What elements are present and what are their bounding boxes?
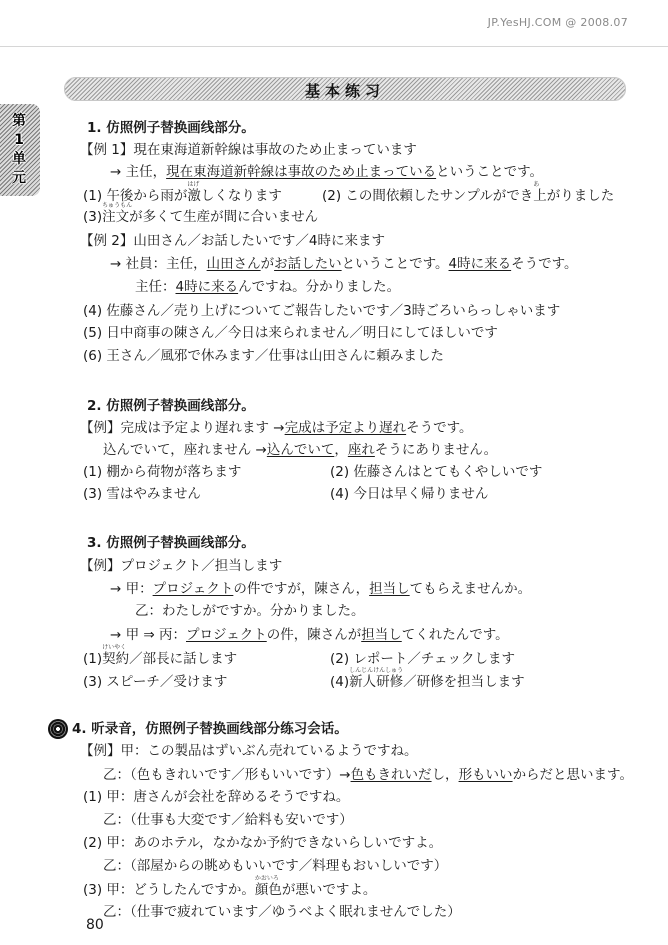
- segment-text: (1) 午後から雨が: [83, 188, 188, 204]
- text-segment: [110, 582, 153, 596]
- segment-text: そうにありません。: [374, 442, 498, 458]
- exercise-line: [80, 559, 282, 573]
- text-segment: [349, 667, 404, 690]
- segment-text: (5) 日中商事の陳さん／今日は来られません／明日にしてほしいです: [83, 325, 498, 341]
- text-segment: [83, 304, 560, 318]
- text-segment: [103, 443, 267, 457]
- exercise-line: [103, 443, 497, 457]
- segment-text: し，: [431, 767, 459, 783]
- text-segment: [261, 257, 275, 271]
- segment-text: ／研修を担当します: [403, 674, 525, 690]
- exercise-line: [110, 628, 509, 642]
- section-heading: [87, 399, 255, 413]
- segment-text: 3. 仿照例子替换画线部分。: [87, 535, 255, 551]
- text-segment: [103, 813, 353, 827]
- exercise-line: [110, 257, 578, 271]
- text-segment: [330, 652, 515, 666]
- segment-text: 乙：（仕事で疲れています／ゆうべよく眠れませんでした）: [103, 904, 461, 920]
- exercise-line: [83, 304, 560, 318]
- underlined-phrase: [166, 165, 436, 179]
- text-segment: [201, 189, 282, 203]
- segment-text: (1) 甲：唐さんが会社を辞めるそうですね。: [83, 789, 350, 805]
- text-segment: [83, 675, 227, 689]
- exercise-line: [110, 165, 543, 179]
- unit-side-tab: [0, 104, 40, 196]
- text-segment: [533, 181, 547, 204]
- text-segment: [87, 536, 255, 550]
- underlined-phrase: [186, 628, 267, 642]
- text-segment: [342, 257, 449, 271]
- text-segment: [402, 628, 509, 642]
- segment-text: (2) この間依頼したサンプルができ: [322, 188, 534, 204]
- segment-text: そうです。: [406, 420, 473, 436]
- text-segment: [110, 165, 166, 179]
- segment-text: そうです。: [511, 256, 578, 272]
- furigana: ちゅうもん: [102, 202, 133, 209]
- segment-text: 4時に来る: [448, 256, 512, 272]
- segment-text: (4): [330, 674, 350, 690]
- text-segment: [80, 559, 282, 573]
- exercise-line: [80, 744, 418, 758]
- underlined-phrase: [274, 257, 342, 271]
- exercise-line: [83, 487, 201, 501]
- segment-text: (2) レポート／チェックします: [330, 651, 516, 667]
- text-segment: [83, 836, 442, 850]
- text-segment: [511, 257, 577, 271]
- text-segment: [83, 189, 187, 203]
- exercise-line: [330, 465, 542, 479]
- text-segment: [80, 234, 385, 248]
- segment-text: 座れ: [347, 442, 375, 458]
- section-heading: [87, 121, 255, 135]
- text-segment: [87, 399, 255, 413]
- segment-text: (4) 今日は早く帰りません: [330, 486, 489, 502]
- audio-disc-icon: [48, 719, 68, 739]
- segment-text: 形もいい: [458, 767, 513, 783]
- segment-text: (2) 佐藤さんはとてもくやしいです: [330, 464, 543, 480]
- underlined-phrase: [285, 421, 407, 435]
- text-segment: [436, 165, 543, 179]
- text-segment: [83, 790, 349, 804]
- segment-text: 1. 仿照例子替换画线部分。: [87, 120, 255, 136]
- exercise-line: [83, 675, 227, 689]
- exercise-line: [135, 604, 365, 618]
- text-segment: [410, 582, 532, 596]
- exercise-line: [80, 143, 417, 157]
- text-segment: [83, 326, 498, 340]
- segment-text: 上: [533, 188, 547, 204]
- segment-text: 4. 听录音，仿照例子替换画线部分练习会话。: [72, 721, 348, 737]
- segment-text: 山田さん: [206, 256, 261, 272]
- text-segment: [406, 421, 472, 435]
- underlined-phrase: [176, 280, 239, 294]
- exercise-line: [83, 181, 282, 204]
- segment-text: が: [260, 256, 275, 272]
- segment-text: お話したい: [274, 256, 342, 272]
- segment-text: → 甲：: [110, 581, 153, 597]
- text-segment: [135, 280, 176, 294]
- segment-text: (2) 甲：あのホテル，なかなか予約できないらしいですよ。: [83, 835, 443, 851]
- segment-text: 色もきれいだ: [350, 767, 432, 783]
- segment-text: (1) 棚から荷物が落ちます: [83, 464, 242, 480]
- segment-text: ，: [334, 442, 348, 458]
- exercise-line: [83, 875, 377, 898]
- text-segment: [135, 604, 365, 618]
- text-segment: [80, 143, 417, 157]
- segment-text: からだと思います。: [512, 767, 633, 783]
- segment-text: 注文: [102, 209, 130, 225]
- text-segment: [80, 421, 285, 435]
- section-heading: [72, 722, 348, 736]
- segment-text: 完成は予定より遅れ: [284, 420, 407, 436]
- exercise-line: [103, 813, 353, 827]
- page-number: 80: [86, 917, 104, 933]
- text-segment: [103, 768, 351, 782]
- segment-text: 激: [187, 188, 201, 204]
- segment-text: 顔色: [254, 882, 282, 898]
- text-segment: [129, 210, 318, 224]
- segment-text: 新人研修: [349, 674, 404, 690]
- segment-text: 【例 2】山田さん／お話したいです／4時に来ます: [80, 233, 385, 249]
- text-segment: [102, 644, 130, 667]
- segment-text: てくれたんです。: [401, 627, 509, 643]
- exercise-line: [322, 181, 615, 204]
- text-segment: [330, 675, 349, 689]
- text-segment: [334, 443, 348, 457]
- segment-text: 担当し: [361, 627, 402, 643]
- text-segment: [432, 768, 459, 782]
- section-heading: [87, 536, 255, 550]
- unit-label: 第1单元: [12, 113, 26, 186]
- banner-title: 基本练习: [304, 82, 386, 100]
- segment-text: (4) 佐藤さん／売り上げについてご報告したいです／3時ごろいらっしゃいます: [83, 303, 561, 319]
- segment-text: が悪いですよ。: [281, 882, 377, 898]
- underlined-phrase: [207, 257, 261, 271]
- underlined-phrase: [267, 443, 335, 457]
- exercise-line: [83, 644, 238, 667]
- text-segment: [110, 628, 186, 642]
- segment-text: (3) 雪はやみません: [83, 486, 201, 502]
- segment-text: → 甲 ⇒ 丙：: [110, 627, 186, 643]
- text-segment: [102, 202, 133, 225]
- segment-text: (3) スピーチ／受けます: [83, 674, 228, 690]
- text-segment: [80, 744, 418, 758]
- exercise-line: [83, 790, 349, 804]
- segment-text: ／部長に話します: [129, 651, 238, 667]
- segment-text: (6) 王さん／風邪で休みます／仕事は山田さんに頼みました: [83, 348, 444, 364]
- exercise-line: [103, 859, 447, 873]
- segment-text: 現在東海道新幹線は事故のため止まっている: [166, 164, 437, 180]
- text-segment: [547, 189, 615, 203]
- text-segment: [103, 859, 447, 873]
- segment-text: ということです。: [341, 256, 449, 272]
- underlined-phrase: [351, 768, 432, 782]
- exercise-line: [103, 905, 461, 919]
- text-segment: [72, 722, 348, 736]
- exercise-line: [135, 280, 400, 294]
- segment-text: 乙：（部屋からの眺めもいいです／料理もおいしいです）: [103, 858, 448, 874]
- underlined-phrase: [459, 768, 513, 782]
- segment-text: 乙：わたしがですか。分かりました。: [135, 603, 365, 619]
- text-segment: [513, 768, 633, 782]
- segment-text: → 主任，: [110, 164, 167, 180]
- furigana: けいやく: [102, 644, 127, 651]
- segment-text: 【例 1】現在東海道新幹線は事故のため止まっています: [80, 142, 417, 158]
- text-segment: [233, 582, 369, 596]
- text-segment: [83, 883, 255, 897]
- segment-text: 契約: [102, 651, 130, 667]
- furigana: はげ: [187, 181, 200, 188]
- segment-text: プロジェクト: [152, 581, 234, 597]
- segment-text: (1): [83, 651, 103, 667]
- site-watermark: JP.YesHJ.COM @ 2008.07: [487, 16, 628, 29]
- segment-text: ということです。: [436, 164, 544, 180]
- underlined-phrase: [348, 443, 375, 457]
- segment-text: 乙：（色もきれいです／形もいいです）→: [103, 767, 351, 783]
- segment-text: 込んでいて: [266, 442, 335, 458]
- segment-text: しくなります: [200, 188, 282, 204]
- text-segment: [110, 257, 207, 271]
- segment-text: (3): [83, 209, 103, 225]
- text-segment: [403, 675, 525, 689]
- segment-text: んですね。分かりました。: [238, 279, 401, 295]
- segment-text: が多くて生産が間に合いません: [129, 209, 319, 225]
- text-segment: [83, 652, 102, 666]
- underlined-phrase: [449, 257, 512, 271]
- exercise-line: [103, 768, 633, 782]
- segment-text: 【例】甲：この製品はずいぶん売れているようですね。: [80, 743, 418, 759]
- segment-text: 【例】プロジェクト／担当します: [80, 558, 283, 574]
- segment-text: 主任：: [135, 279, 176, 295]
- exercise-line: [80, 234, 385, 248]
- segment-text: 担当し: [369, 581, 410, 597]
- underlined-phrase: [369, 582, 410, 596]
- underlined-phrase: [361, 628, 402, 642]
- text-segment: [187, 181, 201, 204]
- section-banner: [64, 77, 626, 101]
- exercise-line: [80, 421, 473, 435]
- exercise-line: [83, 465, 241, 479]
- exercise-line: [83, 836, 442, 850]
- exercise-line: [330, 667, 525, 690]
- text-segment: [282, 883, 377, 897]
- header-divider: [0, 46, 668, 47]
- segment-text: 2. 仿照例子替换画线部分。: [87, 398, 255, 414]
- segment-text: プロジェクト: [186, 627, 267, 643]
- text-segment: [103, 905, 461, 919]
- segment-text: (3) 甲：どうしたんですか。: [83, 882, 255, 898]
- segment-text: の件，陳さんが: [266, 627, 362, 643]
- text-segment: [267, 628, 362, 642]
- text-segment: [87, 121, 255, 135]
- segment-text: 乙：（仕事も大変です／給料も安いです）: [103, 812, 353, 828]
- text-segment: [83, 465, 241, 479]
- text-segment: [254, 875, 282, 898]
- exercise-line: [83, 349, 444, 363]
- segment-text: がりました: [546, 188, 615, 204]
- text-segment: [83, 210, 102, 224]
- exercise-line: [330, 652, 515, 666]
- furigana: しんじんけんしゅう: [349, 667, 404, 674]
- exercise-line: [330, 487, 488, 501]
- exercise-line: [83, 326, 498, 340]
- text-segment: [330, 487, 488, 501]
- furigana: かおいろ: [254, 875, 279, 882]
- text-segment: [238, 280, 400, 294]
- text-segment: [83, 349, 444, 363]
- text-segment: [330, 465, 542, 479]
- exercise-line: [110, 582, 531, 596]
- text-segment: [322, 189, 533, 203]
- segment-text: → 社員：主任，: [110, 256, 207, 272]
- text-segment: [129, 652, 237, 666]
- segment-text: 【例】完成は予定より遅れます →: [80, 420, 285, 436]
- segment-text: の件ですが，陳さん，: [233, 581, 370, 597]
- underlined-phrase: [153, 582, 234, 596]
- segment-text: 込んでいて，座れません →: [103, 442, 267, 458]
- furigana: あ: [533, 181, 540, 188]
- text-segment: [83, 487, 201, 501]
- segment-text: 4時に来る: [175, 279, 239, 295]
- segment-text: てもらえませんか。: [409, 581, 532, 597]
- text-segment: [375, 443, 497, 457]
- exercise-line: [83, 202, 319, 225]
